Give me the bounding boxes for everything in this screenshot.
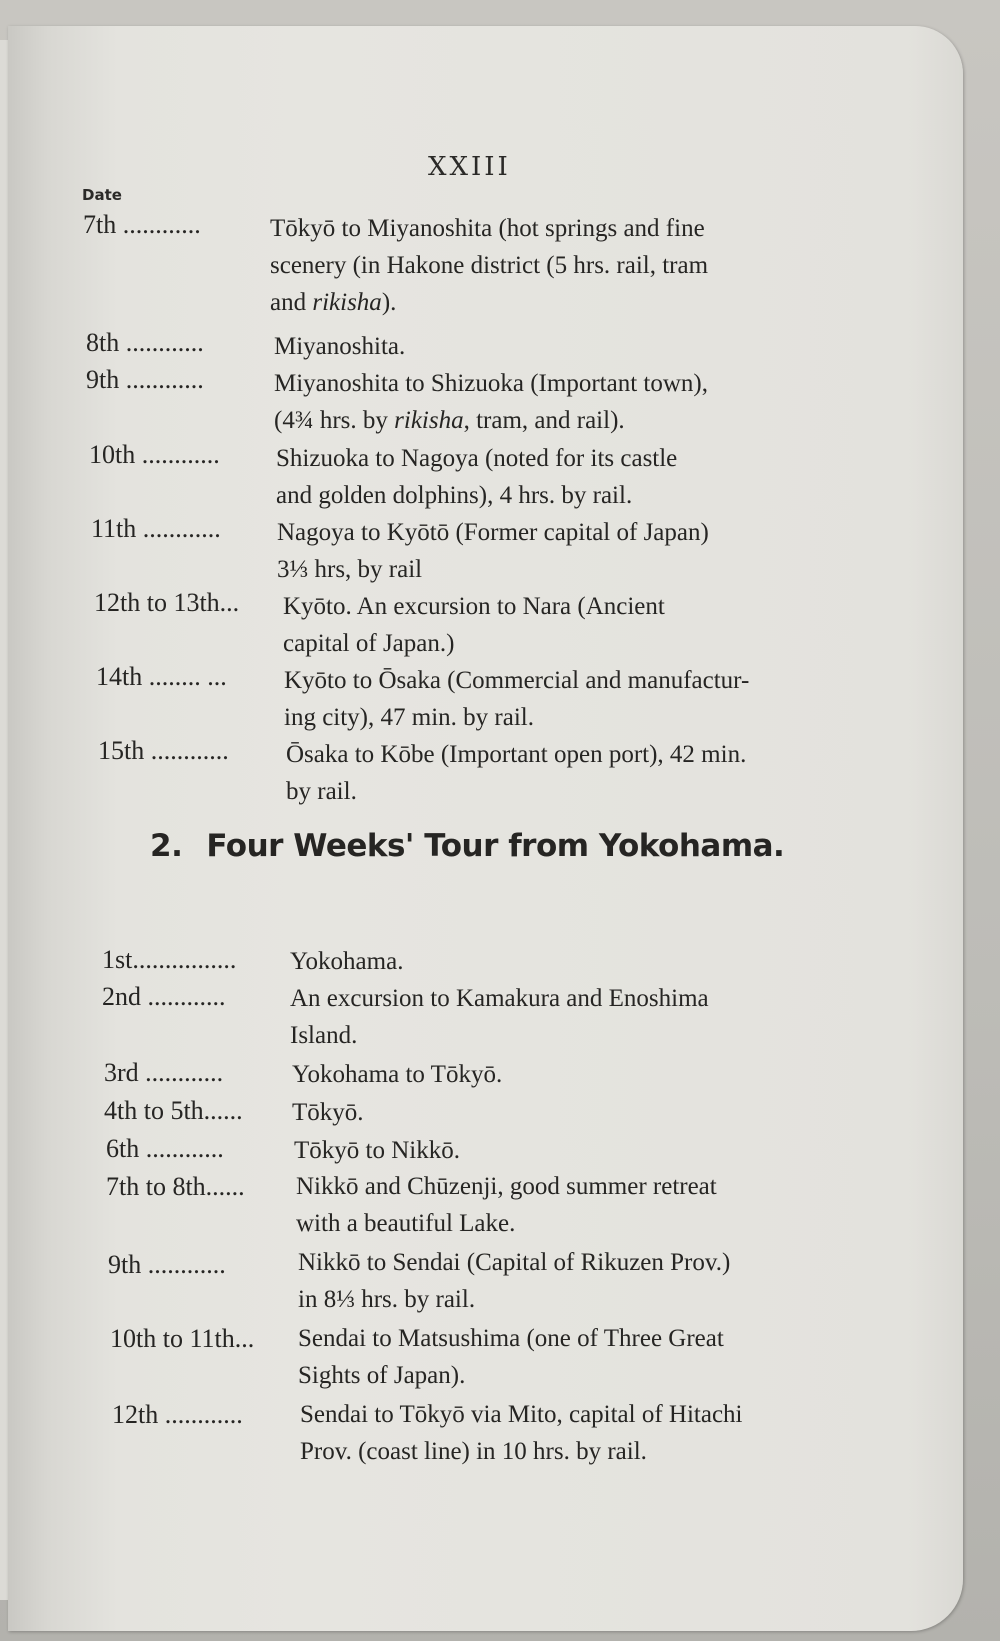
entry-day: 10th to 11th... bbox=[110, 1324, 255, 1353]
entry-line: Sendai to Tōkyō via Mito, capital of Hitachi bbox=[300, 1401, 743, 1428]
italic-term: rikisha bbox=[394, 407, 464, 434]
entry-description bbox=[292, 1056, 502, 1093]
entry-day: 12th ............ bbox=[112, 1400, 243, 1429]
entry-line: Nikkō and Chūzenji, good summer retreat bbox=[296, 1173, 717, 1200]
entry-line: Kyōto. An excursion to Nara (Ancient bbox=[283, 593, 665, 620]
entry-description bbox=[300, 1396, 743, 1470]
entry-line: by rail. bbox=[286, 778, 357, 805]
entry-description bbox=[286, 736, 746, 810]
entry-line: Nagoya to Kyōtō (Former capital of Japan) bbox=[277, 519, 709, 546]
entry-line: Sendai to Matsushima (one of Three Great bbox=[298, 1325, 724, 1352]
entry-line: Shizuoka to Nagoya (noted for its castle bbox=[276, 445, 678, 472]
entry-line: capital of Japan.) bbox=[283, 630, 455, 657]
entry-day: 8th ............ bbox=[86, 328, 204, 357]
entry-day: 6th ............ bbox=[106, 1134, 224, 1163]
entry-line: Island. bbox=[290, 1022, 358, 1049]
entry-line: Prov. (coast line) in 10 hrs. by rail. bbox=[300, 1438, 647, 1465]
entry-line: An excursion to Kamakura and Enoshima bbox=[290, 985, 709, 1012]
entry-line: Yokohama. bbox=[290, 948, 404, 975]
entry-description bbox=[298, 1244, 730, 1318]
entry-description bbox=[274, 365, 708, 439]
section-title: Four Weeks' Tour from Yokohama. bbox=[206, 828, 785, 864]
entry-description bbox=[274, 328, 405, 365]
entry-line: and rikisha). bbox=[270, 289, 397, 316]
entry-description bbox=[290, 980, 709, 1054]
italic-term: rikisha bbox=[312, 289, 382, 316]
entry-line: Yokohama to Tōkyō. bbox=[292, 1061, 503, 1088]
entry-day: 3rd ............ bbox=[104, 1058, 224, 1087]
section-number: 2. bbox=[150, 828, 183, 864]
entry-day: 12th to 13th... bbox=[94, 588, 240, 617]
entry-day: 1st................ bbox=[102, 945, 237, 974]
entry-line: Nikkō to Sendai (Capital of Rikuzen Prov.) bbox=[298, 1249, 731, 1276]
entry-description bbox=[276, 440, 677, 514]
entry-line: with a beautiful Lake. bbox=[296, 1210, 516, 1237]
entry-description bbox=[296, 1168, 717, 1242]
page-number: XXIII bbox=[428, 152, 511, 182]
entry-description bbox=[290, 943, 403, 980]
entry-day: 9th ............ bbox=[108, 1250, 226, 1279]
entry-line: Tōkyō to Miyanoshita (hot springs and fine bbox=[270, 215, 705, 242]
entry-line: Miyanoshita. bbox=[274, 333, 406, 360]
entry-line: Tōkyō to Nikkō. bbox=[294, 1137, 460, 1164]
entry-day: 9th ............ bbox=[86, 365, 204, 394]
entry-line: scenery (in Hakone district (5 hrs. rail, tram bbox=[270, 252, 709, 279]
entry-description bbox=[292, 1094, 364, 1131]
entry-description bbox=[294, 1132, 460, 1169]
entry-line: 3⅓ hrs, by rail bbox=[277, 556, 423, 583]
entry-description bbox=[277, 514, 709, 588]
entry-line: in 8⅓ hrs. by rail. bbox=[298, 1286, 476, 1313]
entry-line: Miyanoshita to Shizuoka (Important town), bbox=[274, 370, 708, 397]
entry-day: 15th ............ bbox=[98, 736, 229, 765]
entry-line: (4¾ hrs. by rikisha, tram, and rail). bbox=[274, 407, 625, 434]
entry-day: 7th ............ bbox=[83, 210, 201, 239]
entry-line: Tōkyō. bbox=[292, 1099, 364, 1126]
section-heading bbox=[150, 828, 784, 864]
entry-day: 4th to 5th...... bbox=[104, 1096, 243, 1125]
entry-day: 14th ........ ... bbox=[96, 662, 227, 691]
entry-day: 11th ............ bbox=[91, 514, 221, 543]
entry-description bbox=[283, 588, 665, 662]
entry-line: Ōsaka to Kōbe (Important open port), 42 min. bbox=[286, 741, 747, 768]
date-column-label: Date bbox=[82, 186, 122, 204]
entry-day: 7th to 8th...... bbox=[106, 1172, 245, 1201]
entry-description bbox=[284, 662, 749, 736]
entry-line: ing city), 47 min. by rail. bbox=[284, 704, 534, 731]
entry-line: Sights of Japan). bbox=[298, 1362, 466, 1389]
entry-line: and golden dolphins), 4 hrs. by rail. bbox=[276, 482, 633, 509]
entry-description bbox=[270, 210, 708, 321]
entry-day: 10th ............ bbox=[89, 440, 220, 469]
entry-day: 2nd ............ bbox=[102, 982, 226, 1011]
entry-line: Kyōto to Ōsaka (Commercial and manufactur- bbox=[284, 667, 750, 694]
entry-description bbox=[298, 1320, 724, 1394]
